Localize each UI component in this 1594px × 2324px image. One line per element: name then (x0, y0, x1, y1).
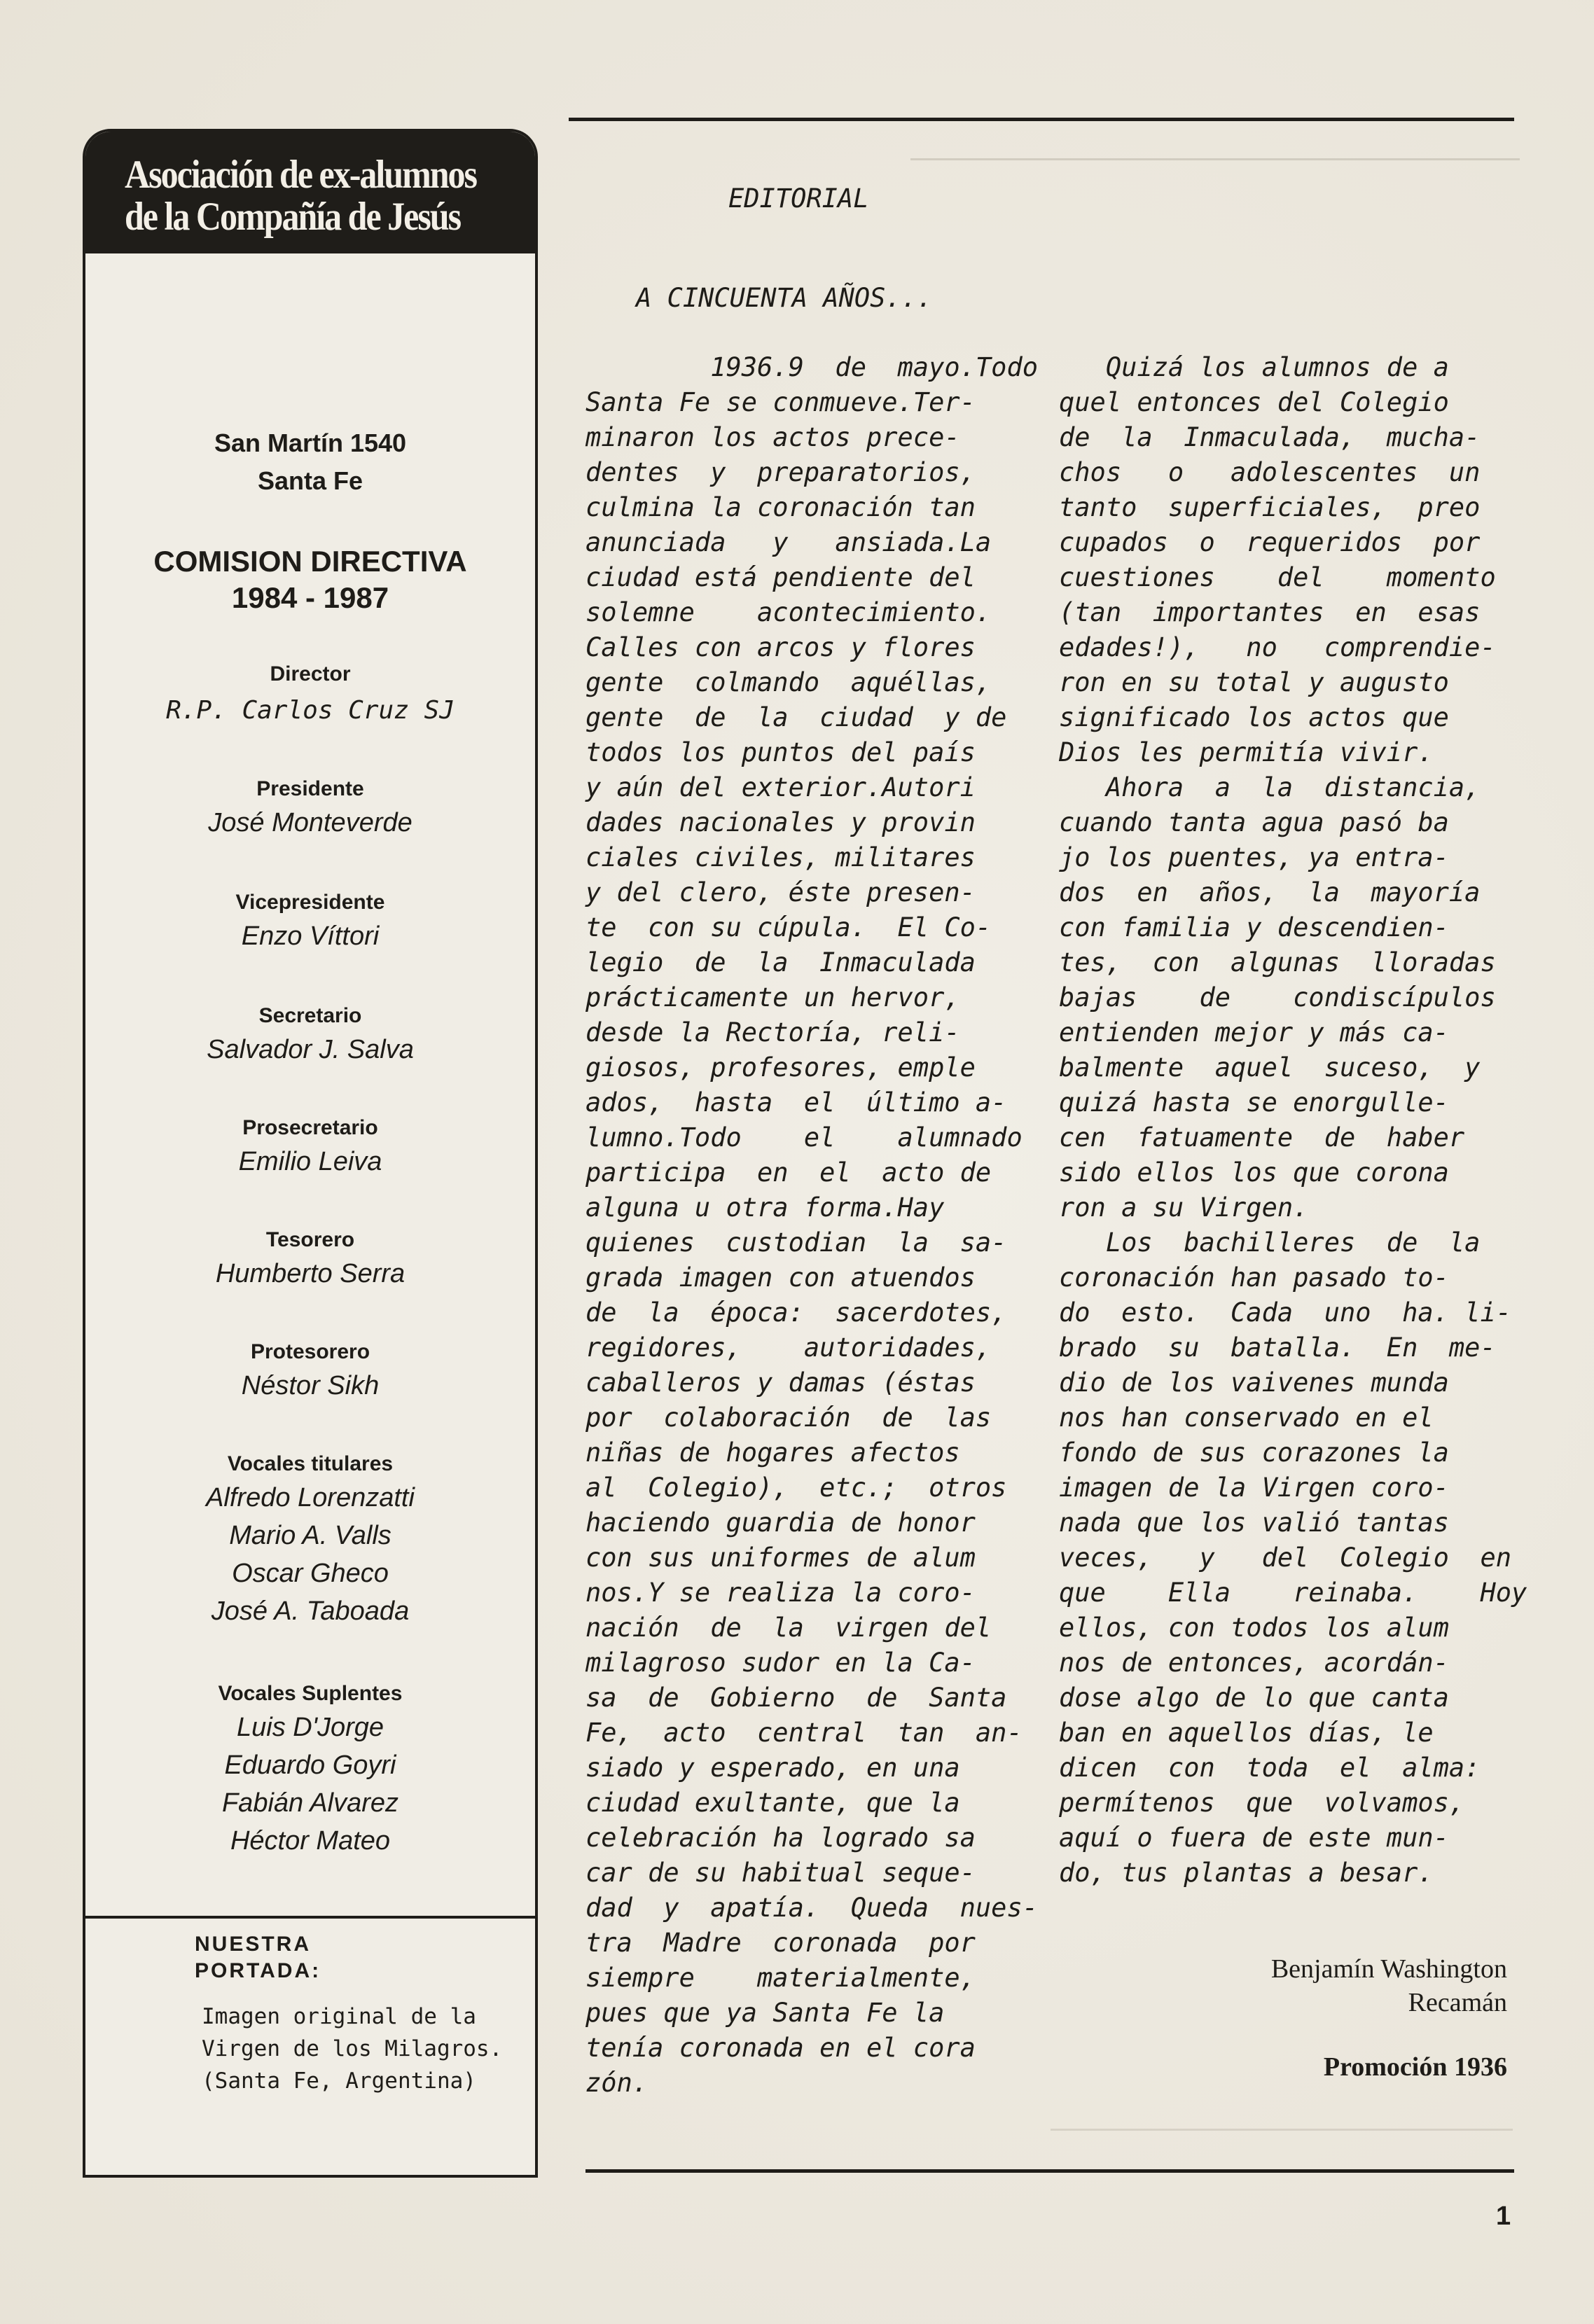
editorial-text-line: ron a su Virgen. (1059, 1192, 1309, 1223)
address-street: San Martín 1540 (214, 429, 407, 457)
editorial-text-line: car de su habitual seque- (585, 1858, 976, 1888)
editorial-text-line: participa en el acto de (585, 1157, 992, 1188)
commission-period: 1984 - 1987 (231, 581, 389, 614)
editorial-text-line: do, tus plantas a besar. (1059, 1858, 1434, 1888)
vocal-titular-name: Alfredo Lorenzatti (206, 1483, 415, 1512)
editorial-text-line: dad y apatía. Queda nues- (585, 1893, 1039, 1923)
editorial-text-line: sa de Gobierno de Santa (585, 1683, 1007, 1713)
editorial-text-line: por colaboración de las (585, 1403, 992, 1433)
prosecretario-name: Emilio Leiva (238, 1147, 382, 1176)
editorial-text-line: giosos, profesores, emple (585, 1052, 976, 1083)
editorial-text-line: pues que ya Santa Fe la (585, 1998, 945, 2028)
editorial-text-line: culmina la coronación tan (585, 492, 976, 522)
editorial-text-line: brado su batalla. En me- (1059, 1333, 1496, 1363)
editorial-text-line: nos.Y se realiza la coro- (585, 1578, 976, 1608)
vicepresidente-name: Enzo Víttori (241, 921, 380, 951)
editorial-text-line: haciendo guardia de honor (585, 1508, 976, 1538)
vocales-titulares-role: Vocales titulares (227, 1452, 394, 1475)
director-name: R.P. Carlos Cruz SJ (166, 696, 455, 725)
top-rule (569, 118, 1514, 121)
editorial-text-line: edades!), no comprendie- (1059, 632, 1496, 662)
editorial-subtitle: A CINCUENTA AÑOS... (636, 283, 933, 313)
editorial-text-line: quienes custodian la sa- (585, 1227, 1007, 1258)
editorial-text-line: milagroso sudor en la Ca- (585, 1648, 976, 1678)
editorial-text-line: ciales civiles, militares (585, 842, 976, 872)
editorial-text-line: ban en aquellos días, le (1059, 1718, 1434, 1748)
editorial-text-line: tes, con algunas lloradas (1059, 947, 1496, 977)
editorial-text-line: de la época: sacerdotes, (585, 1297, 1007, 1328)
commission-title: COMISION DIRECTIVA (153, 545, 467, 578)
tesorero-name: Humberto Serra (215, 1259, 406, 1288)
editorial-text-line: dose algo de lo que canta (1059, 1683, 1449, 1713)
editorial-text-line: Los bachilleres de la (1059, 1227, 1481, 1258)
editorial-text-line: cen fatuamente de haber (1059, 1122, 1465, 1153)
editorial-text-line: nos de entonces, acordán- (1059, 1648, 1449, 1678)
author-signature (1059, 1952, 1507, 2019)
editorial-text-line: Quizá los alumnos de a (1059, 352, 1449, 382)
editorial-text-line: ciudad exultante, que la (585, 1788, 960, 1818)
editorial-text-line: caballeros y damas (éstas (585, 1368, 976, 1398)
editorial-label: EDITORIAL (728, 183, 869, 214)
address-city: Santa Fe (257, 466, 363, 495)
editorial-text-line: ciudad está pendiente del (585, 562, 976, 592)
vocal-suplente-name: Héctor Mateo (230, 1826, 391, 1856)
portada-caption-line: Virgen de los Milagros. (202, 2036, 503, 2061)
editorial-text-line: quizá hasta se enorgulle- (1059, 1087, 1449, 1118)
editorial-text-line: niñas de hogares afectos (585, 1438, 960, 1468)
editorial-text-line: lumno.Todo el alumnado (585, 1122, 1023, 1153)
editorial-text-line: (tan importantes en esas (1059, 597, 1481, 627)
editorial-text-line: aquí o fuera de este mun- (1059, 1823, 1449, 1853)
editorial-text-line: dio de los vaivenes munda (1059, 1368, 1449, 1398)
bleed-through-rule (910, 158, 1520, 160)
editorial-text-line: cuando tanta agua pasó ba (1059, 807, 1449, 837)
editorial-text-line: con sus uniformes de alum (585, 1543, 976, 1573)
editorial-text-line: Dios les permitía vivir. (1059, 737, 1434, 767)
editorial-text-line: 1936.9 de mayo.Todo (585, 352, 1039, 382)
editorial-text-line: minaron los actos prece- (585, 422, 960, 452)
vocales-suplentes-role: Vocales Suplentes (218, 1682, 403, 1705)
portada-caption-line: Imagen original de la (202, 2004, 476, 2029)
directory-sidebar (83, 129, 538, 2178)
editorial-text-line: cupados o requeridos por (1059, 527, 1481, 557)
vocal-titular-name: José A. Taboada (211, 1596, 410, 1626)
editorial-text-line: grada imagen con atuendos (585, 1262, 976, 1293)
tesorero-role: Tesorero (265, 1228, 355, 1251)
editorial-text-line: nos han conservado en el (1059, 1403, 1434, 1433)
editorial-text-line: imagen de la Virgen coro- (1059, 1473, 1449, 1503)
editorial-text-line: alguna u otra forma.Hay (585, 1192, 945, 1223)
editorial-text-line: y del clero, éste presen- (585, 877, 976, 907)
vocal-titular-name: Mario A. Valls (229, 1521, 391, 1550)
association-banner (85, 132, 535, 253)
editorial-text-line: coronación han pasado to- (1059, 1262, 1449, 1293)
page-number: 1 (1496, 2201, 1511, 2231)
portada-label: PORTADA: (195, 1959, 321, 1982)
author-surname-line: Recamán (1408, 1988, 1507, 2017)
editorial-text-line: te con su cúpula. El Co- (585, 912, 992, 942)
editorial-text-line: cuestiones del momento (1059, 562, 1496, 592)
editorial-text-line: do esto. Cada uno ha. li- (1059, 1297, 1512, 1328)
editorial-text-line: bajas de condiscípulos (1059, 982, 1496, 1013)
bleed-through-rule (1051, 2129, 1513, 2131)
editorial-text-line: tra Madre coronada por (585, 1928, 976, 1958)
editorial-text-line: tanto superficiales, preo (1059, 492, 1481, 522)
presidente-role: Presidente (256, 777, 364, 800)
editorial-text-line: nación de la virgen del (585, 1613, 992, 1643)
author-promotion: Promoción 1936 (1323, 2052, 1507, 2082)
editorial-text-line: chos o adolescentes un (1059, 457, 1481, 487)
editorial-text-line: que Ella reinaba. Hoy (1059, 1578, 1527, 1608)
vocal-suplente-name: Eduardo Goyri (224, 1751, 396, 1780)
editorial-text-line: anunciada y ansiada.La (585, 527, 992, 557)
editorial-text-line: jo los puentes, ya entra- (1059, 842, 1449, 872)
editorial-text-line: gente de la ciudad y de (585, 702, 1007, 732)
editorial-column-left (585, 350, 1039, 2101)
vocal-suplente-name: Fabián Alvarez (221, 1788, 399, 1818)
editorial-text-line: dicen con toda el alma: (1059, 1753, 1481, 1783)
secretario-role: Secretario (258, 1004, 362, 1027)
editorial-text-line: desde la Rectoría, reli- (585, 1017, 960, 1048)
vicepresidente-role: Vicepresidente (235, 891, 385, 914)
vocal-suplente-name: Luis D'Jorge (236, 1713, 384, 1742)
bottom-rule (585, 2169, 1514, 2173)
editorial-text-line: Fe, acto central tan an- (585, 1718, 1023, 1748)
editorial-text-line: y aún del exterior.Autori (585, 772, 976, 802)
vocal-titular-name: Oscar Gheco (232, 1559, 389, 1588)
editorial-text-line: Santa Fe se conmueve.Ter- (585, 387, 976, 417)
editorial-text-line: dentes y preparatorios, (585, 457, 976, 487)
editorial-text-line: significado los actos que (1059, 702, 1449, 732)
editorial-text-line: ellos, con todos los alum (1059, 1613, 1449, 1643)
portada-label: NUESTRA (195, 1933, 312, 1956)
editorial-text-line: gente colmando aquéllas, (585, 667, 992, 697)
editorial-text-line: siado y esperado, en una (585, 1753, 960, 1783)
editorial-text-line: veces, y del Colegio en (1059, 1543, 1512, 1573)
editorial-text-line: prácticamente un hervor, (585, 982, 960, 1013)
editorial-text-line: siempre materialmente, (585, 1963, 976, 1993)
editorial-text-line: Calles con arcos y flores (585, 632, 976, 662)
editorial-text-line: regidores, autoridades, (585, 1333, 992, 1363)
editorial-text-line: al Colegio), etc.; otros (585, 1473, 1007, 1503)
editorial-column-right (1059, 350, 1527, 1891)
editorial-text-line: tenía coronada en el cora (585, 2033, 976, 2063)
editorial-text-line: con familia y descendien- (1059, 912, 1449, 942)
editorial-text-line: dos en años, la mayoría (1059, 877, 1481, 907)
protesorero-name: Néstor Sikh (241, 1371, 380, 1400)
editorial-text-line: sido ellos los que corona (1059, 1157, 1449, 1188)
presidente-name: José Monteverde (208, 808, 413, 837)
editorial-text-line: de la Inmaculada, mucha- (1059, 422, 1481, 452)
protesorero-role: Protesorero (250, 1340, 370, 1363)
editorial-text-line: legio de la Inmaculada (585, 947, 976, 977)
editorial-text-line: entienden mejor y más ca- (1059, 1017, 1449, 1048)
editorial-text-line: zón. (585, 2068, 649, 2098)
sidebar-divider (85, 1916, 535, 1919)
author-name-line: Benjamín Washington (1270, 1954, 1507, 1984)
banner-line-1: Asociación de ex-alumnos (125, 151, 476, 197)
editorial-text-line: permítenos que volvamos, (1059, 1788, 1465, 1818)
editorial-text-line: ados, hasta el último a- (585, 1087, 1007, 1118)
editorial-text-line: Ahora a la distancia, (1059, 772, 1481, 802)
editorial-text-line: solemne acontecimiento. (585, 597, 992, 627)
editorial-text-line: ron en su total y augusto (1059, 667, 1449, 697)
editorial-text-line: celebración ha logrado sa (585, 1823, 976, 1853)
editorial-text-line: dades nacionales y provin (585, 807, 976, 837)
editorial-text-line: todos los puntos del país (585, 737, 976, 767)
portada-caption-line: (Santa Fe, Argentina) (202, 2068, 476, 2094)
director-role: Director (270, 662, 351, 686)
editorial-text-line: balmente aquel suceso, y (1059, 1052, 1481, 1083)
editorial-text-line: nada que los valió tantas (1059, 1508, 1449, 1538)
banner-line-2: de la Compañía de Jesús (125, 193, 461, 239)
editorial-text-line: fondo de sus corazones la (1059, 1438, 1449, 1468)
editorial-text-line: quel entonces del Colegio (1059, 387, 1449, 417)
secretario-name: Salvador J. Salva (207, 1035, 414, 1064)
prosecretario-role: Prosecretario (242, 1116, 378, 1139)
